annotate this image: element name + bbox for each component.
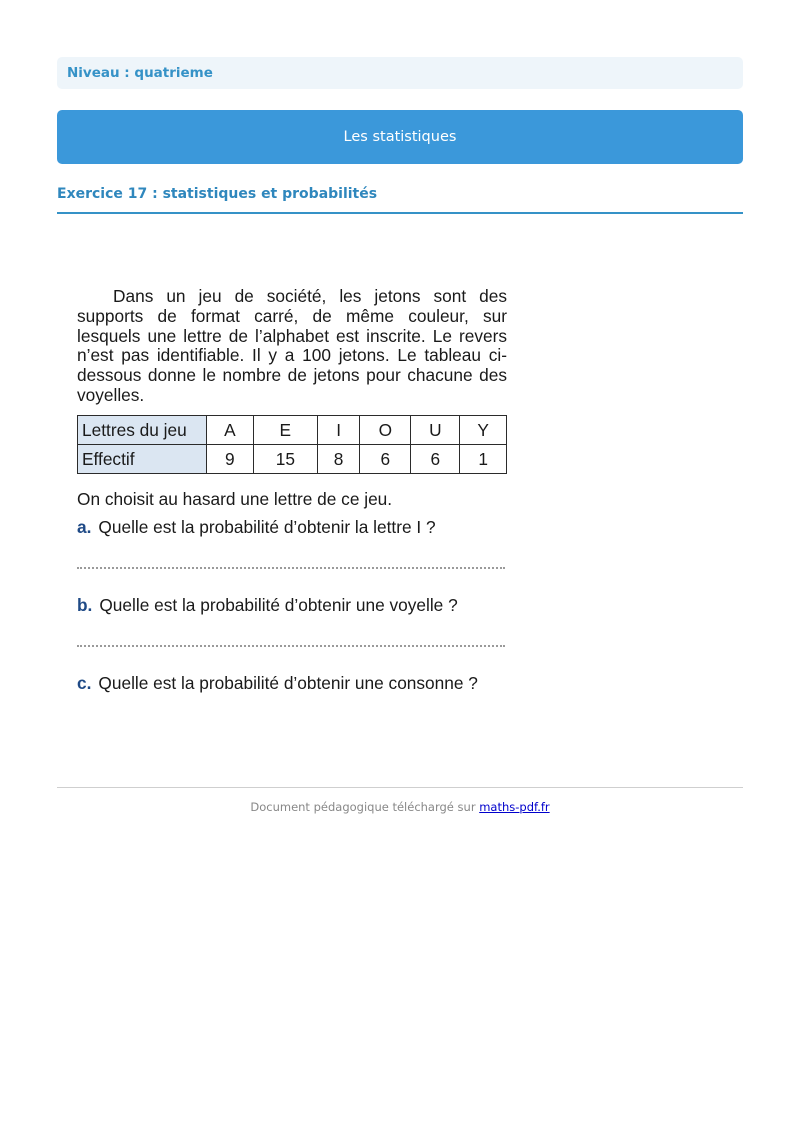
level-label: Niveau : quatrieme [57, 57, 743, 89]
question-b [77, 594, 507, 616]
footer-link[interactable]: maths-pdf.fr [479, 800, 550, 814]
table-cell: 15 [253, 444, 317, 473]
table-row-header: Lettres du jeu [78, 415, 207, 444]
question-text: Quelle est la probabilité d’obtenir une consonne ? [98, 672, 478, 693]
table-cell: Y [460, 415, 507, 444]
answer-line [77, 567, 505, 569]
table-cell: E [253, 415, 317, 444]
table-cell: U [411, 415, 460, 444]
table-row-header: Effectif [78, 444, 207, 473]
table-cell: 1 [460, 444, 507, 473]
exercise-content [77, 287, 507, 694]
table-cell: I [317, 415, 359, 444]
table-cell: 6 [411, 444, 460, 473]
page-title: Les statistiques [57, 110, 743, 164]
table-cell: 6 [360, 444, 411, 473]
table-cell: O [360, 415, 411, 444]
footer-divider [57, 787, 743, 788]
choice-statement: On choisit au hasard une lettre de ce jeu. [77, 488, 393, 509]
table-row [78, 444, 507, 473]
question-letter: b. [77, 594, 93, 615]
question-c [77, 672, 507, 694]
question-letter: a. [77, 516, 92, 537]
question-a [77, 516, 507, 538]
frequency-table [77, 415, 507, 474]
answer-line [77, 645, 505, 647]
exercise-intro: Dans un jeu de société, les jetons sont des supports de format carré, de même couleur, sur lesquels une lettre de l’alphabet est inscrite. Le revers n’est pas identifiable. Il y a 100 jetons. Le tableau ci-dessous donne le nombre de jetons pour chacune des voyelles. [77, 286, 507, 405]
exercise-title: Exercice 17 : statistiques et probabilités [57, 186, 743, 214]
question-letter: c. [77, 672, 92, 693]
table-cell: 9 [207, 444, 254, 473]
table-row [78, 415, 507, 444]
footer [0, 800, 800, 814]
question-text: Quelle est la probabilité d’obtenir la lettre I ? [98, 516, 436, 537]
question-text: Quelle est la probabilité d’obtenir une voyelle ? [99, 594, 458, 615]
footer-text: Document pédagogique téléchargé sur [250, 800, 476, 814]
table-cell: A [207, 415, 254, 444]
table-cell: 8 [317, 444, 359, 473]
